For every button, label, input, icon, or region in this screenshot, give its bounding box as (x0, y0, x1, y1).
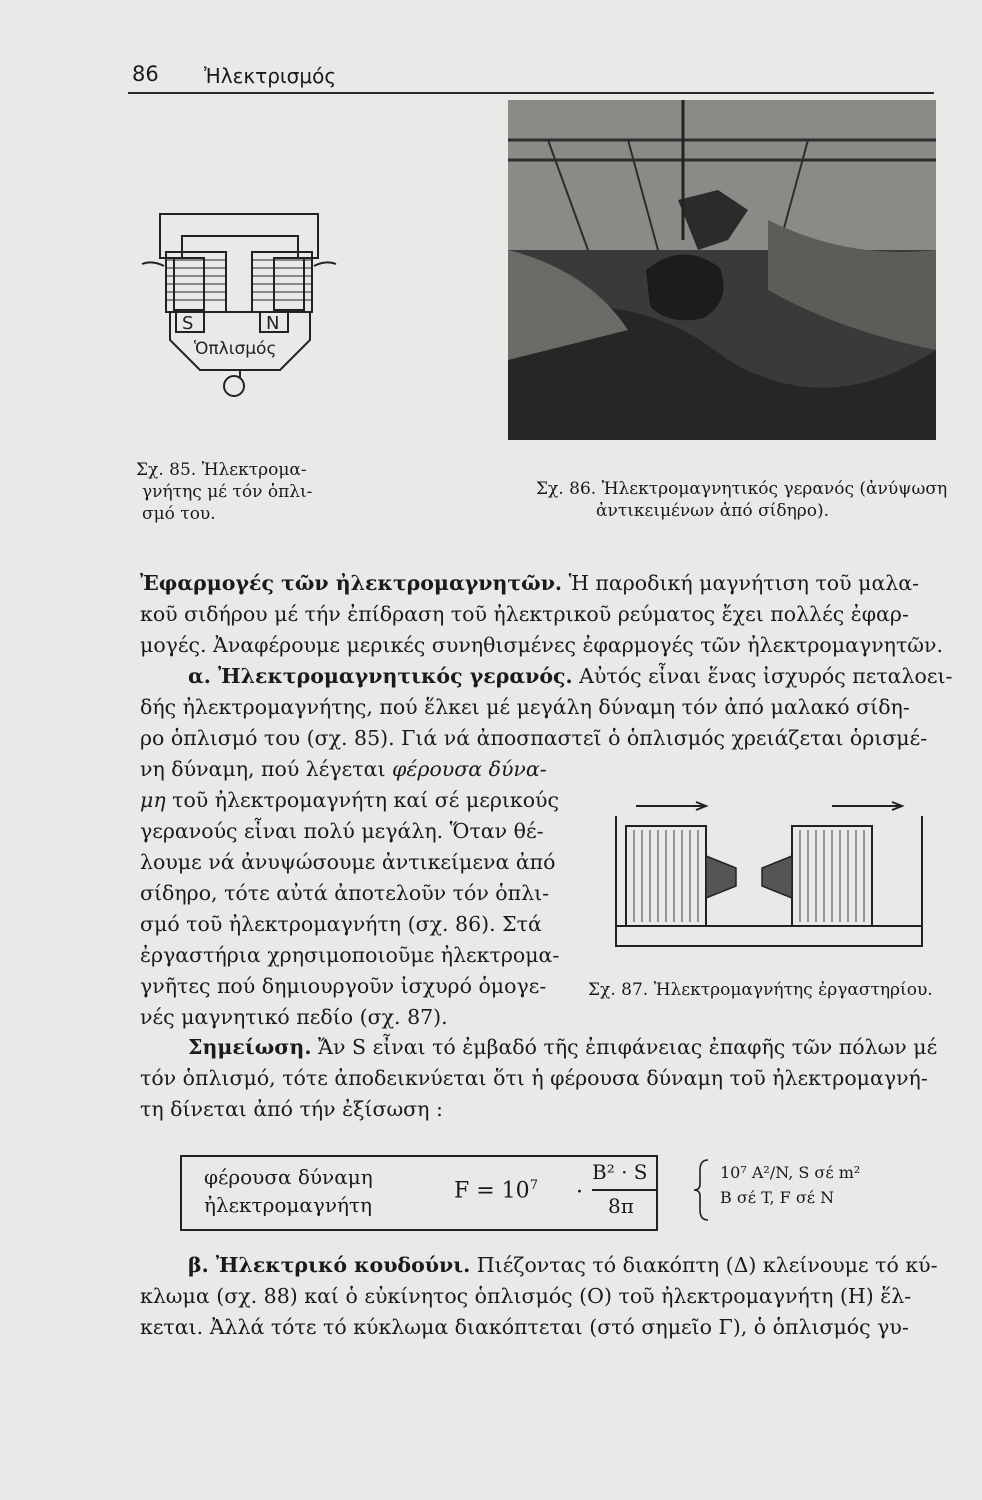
formula-exponent: 7 (529, 1178, 538, 1193)
crane-line: δής ἠλεκτρομαγνήτης, πού ἕλκει μέ μεγάλη δύναμη τόν ἀπό μαλακό σίδη- (140, 695, 910, 719)
intro-line: μογές. Ἀναφέρουμε μερικές συνηθισμένες ἐφαρμογές τῶν ἠλεκτρομαγνητῶν. (140, 633, 943, 657)
fig87-lab-electromagnet-diagram (596, 796, 942, 956)
caption-line: Σχ. 85. Ἠλεκτρομα- (136, 460, 307, 480)
formula-dot: · (576, 1180, 583, 1205)
caption-line: σμό του. (142, 504, 216, 524)
crane-line: σμό τοῦ ἠλεκτρομαγνήτη (σχ. 86). Στά (140, 912, 542, 936)
crane-line: σίδηρο, τότε αὐτά ἀποτελοῦν τόν ὁπλι- (140, 881, 550, 905)
formula-denominator: 8π (608, 1194, 634, 1218)
crane-line: τοῦ ἠλεκτρομαγνήτη καί σέ μερικούς (165, 788, 560, 812)
header-rule (128, 92, 934, 94)
fig85-electromagnet-diagram (130, 200, 340, 410)
fig87-caption: Σχ. 87. Ἠλεκτρομαγνήτης ἐργαστηρίου. (588, 980, 933, 1000)
formula-numerator: B² · S (592, 1160, 648, 1184)
s-pole-label: S (182, 313, 194, 334)
section-heading: Ἐφαρμογές τῶν ἠλεκτρομαγνητῶν. (140, 571, 563, 595)
note-paragraph (140, 1032, 937, 1125)
running-title: Ἠλεκτρισμός (204, 64, 337, 88)
crane-line: νές μαγνητικό πεδίο (σχ. 87). (140, 1005, 448, 1029)
note-line: τη δίνεται ἀπό τήν ἐξίσωση : (140, 1097, 443, 1121)
fig86-crane-photo (508, 100, 936, 440)
crane-heading: α. Ἠλεκτρομαγνητικός γερανός. (188, 664, 573, 688)
note-line: τόν ὁπλισμό, τότε ἀποδεικνύεται ὅτι ἡ φέρουσα δύναμη τοῦ ἠλεκτρομαγνή- (140, 1066, 928, 1090)
bell-line: κλωμα (σχ. 88) καί ὁ εὐκίνητος ὁπλισμός (Ο) τοῦ ἠλεκτρομαγνήτη (Η) ἕλ- (140, 1284, 912, 1308)
units-line: B σέ T, F σέ N (720, 1188, 835, 1207)
section-intro (140, 568, 943, 661)
crane-line: νη δύναμη, πού λέγεται (140, 757, 393, 781)
bearing-force-term-end: μη (140, 788, 166, 812)
formula-lhs (454, 1178, 538, 1203)
caption-line: γνήτης μέ τόν ὁπλι- (142, 482, 313, 502)
formula-lhs-text: F = 10 (454, 1178, 530, 1204)
bell-paragraph (140, 1250, 938, 1343)
caption-line: ἀντικειμένων ἀπό σίδηρο). (596, 501, 830, 521)
crane-line-rest: Αὐτός εἶναι ἕνας ἰσχυρός πεταλοει- (572, 664, 953, 688)
units-brace (692, 1158, 712, 1222)
n-pole-label: N (266, 313, 280, 334)
bell-heading: β. Ἠλεκτρικό κουδούνι. (188, 1253, 471, 1277)
bell-line-rest: Πιέζοντας τό διακόπτη (Δ) κλείνουμε τό κύ- (470, 1253, 938, 1277)
armature-label: Ὁπλισμός (194, 339, 277, 359)
formula-label-line: φέρουσα δύναμη (204, 1165, 373, 1189)
crane-line: ἐργαστήρια χρησιμοποιοῦμε ἠλεκτρομα- (140, 943, 560, 967)
intro-line: κοῦ σιδήρου μέ τήν ἐπίδραση τοῦ ἠλεκτρικοῦ ρεύματος ἔχει πολλές ἐφαρ- (140, 602, 909, 626)
crane-line: λουμε νά ἀνυψώσουμε ἀντικείμενα ἀπό (140, 850, 556, 874)
intro-line-rest: Ἡ παροδική μαγνήτιση τοῦ μαλα- (562, 571, 920, 595)
formula-label-line: ἠλεκτρομαγνήτη (204, 1193, 373, 1217)
fraction-bar (592, 1189, 658, 1191)
crane-line: γερανούς εἶναι πολύ μεγάλη. Ὅταν θέ- (140, 819, 544, 843)
crane-line: γνῆτες πού δημιουργοῦν ἰσχυρό ὁμογε- (140, 974, 547, 998)
units-line: 10⁷ A²/N, S σέ m² (720, 1163, 861, 1182)
bell-line: κεται. Ἀλλά τότε τό κύκλωμα διακόπτεται (στό σημεῖο Γ), ὁ ὁπλισμός γυ- (140, 1315, 909, 1339)
page-number: 86 (132, 62, 159, 86)
note-heading: Σημείωση. (188, 1035, 312, 1059)
note-line-rest: Ἄν S εἶναι τό ἐμβαδό τῆς ἐπιφάνειας ἐπαφῆς τῶν πόλων μέ (311, 1035, 938, 1059)
crane-line: ρο ὁπλισμό του (σχ. 85). Γιά νά ἀποσπαστεῖ ὁ ὁπλισμός χρειάζεται ὁρισμέ- (140, 726, 928, 750)
bearing-force-term: φέρουσα δύνα- (392, 757, 547, 781)
caption-line: Σχ. 86. Ἠλεκτρομαγνητικός γερανός (ἀνύψωση (536, 479, 948, 499)
